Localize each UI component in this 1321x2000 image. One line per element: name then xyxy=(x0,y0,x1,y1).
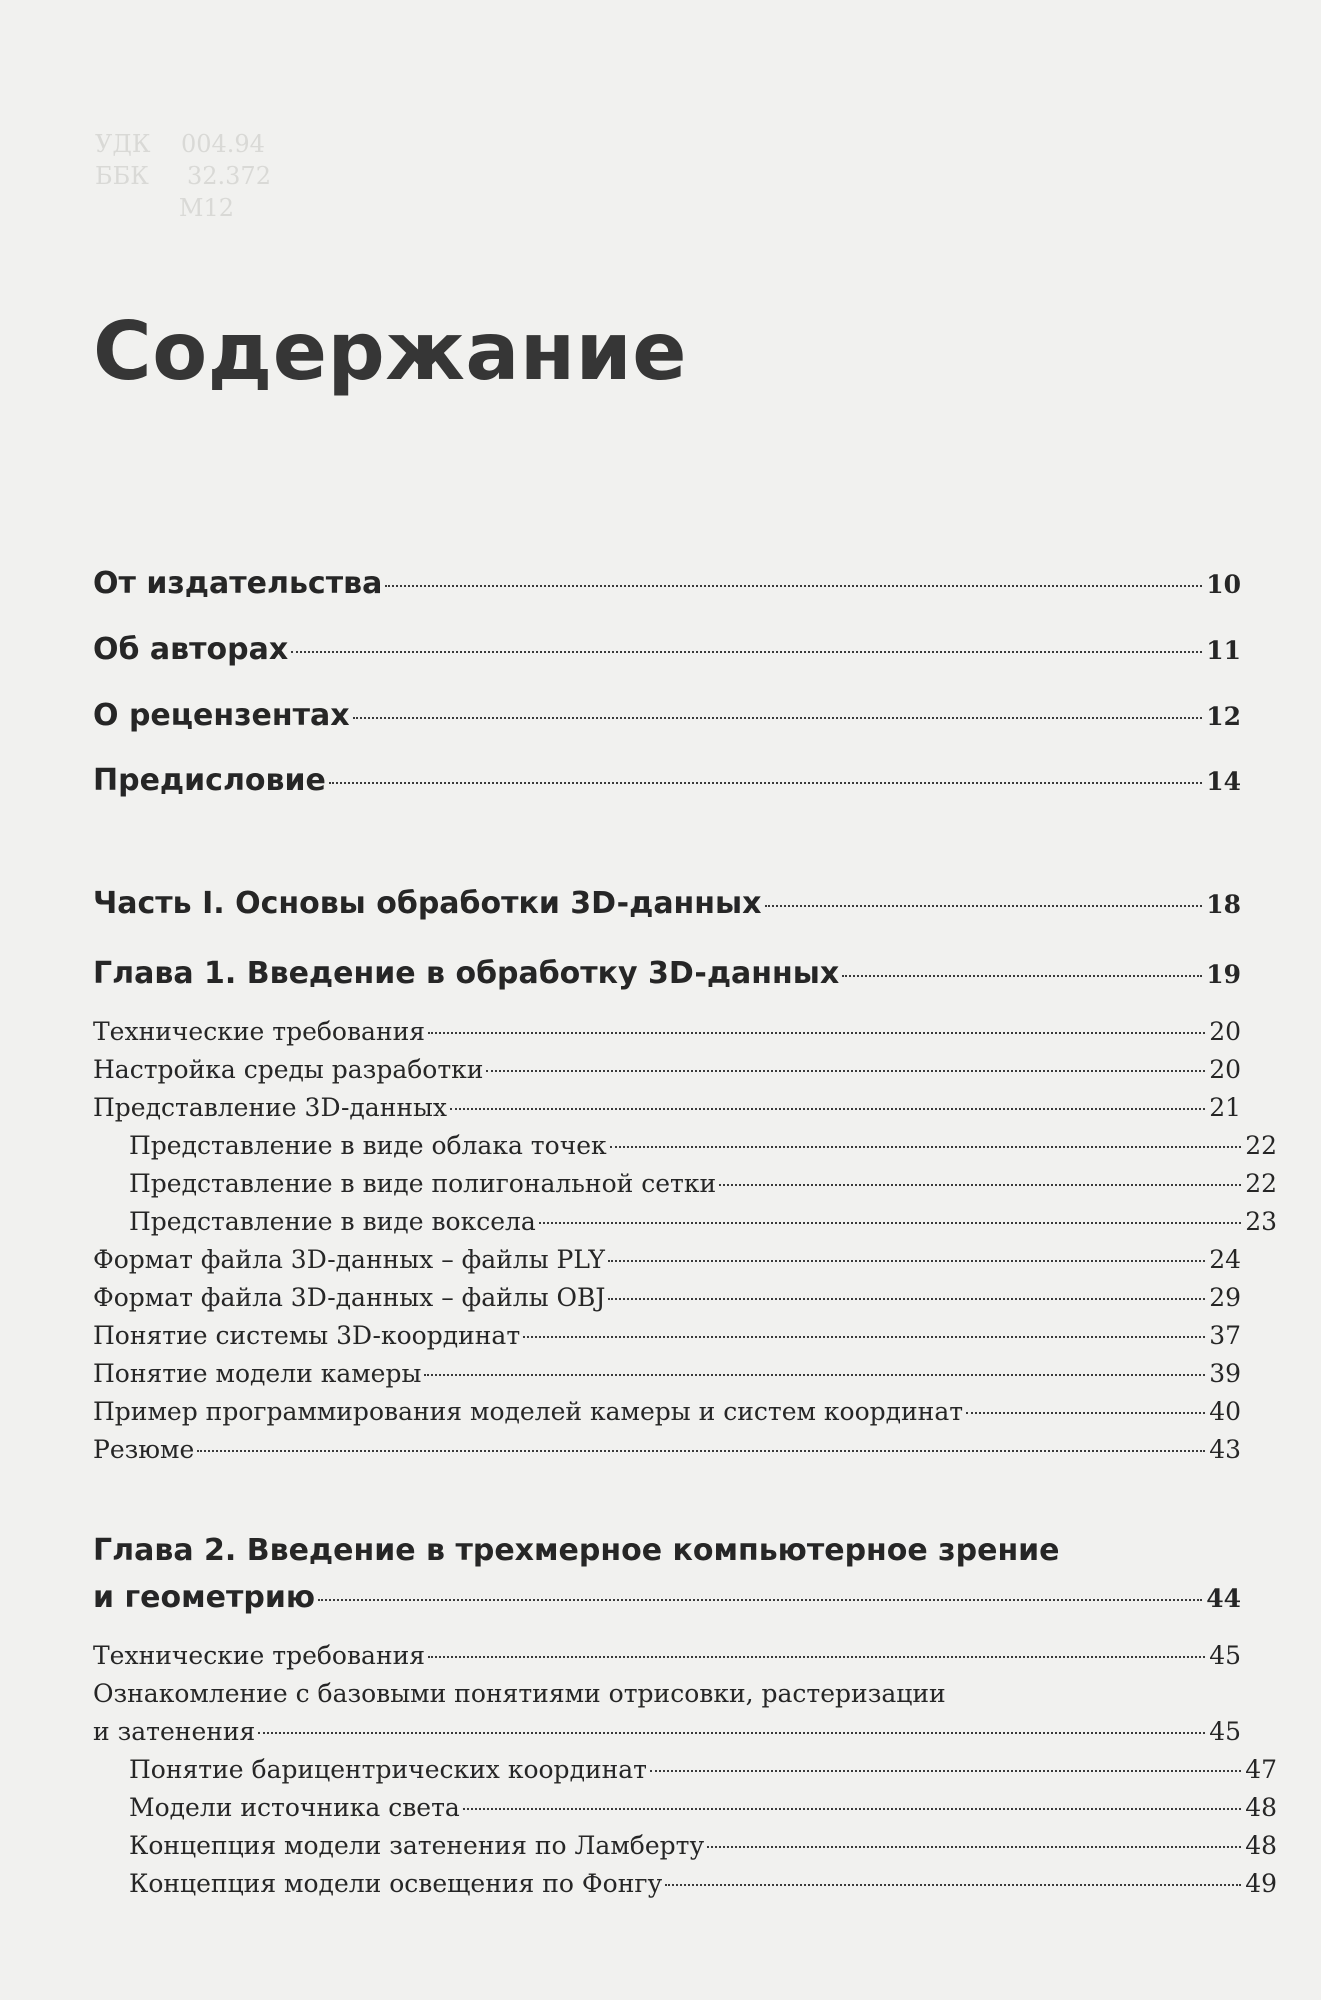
toc-entry-title: Настройка среды разработки xyxy=(93,1055,484,1084)
leader-dots xyxy=(329,782,1202,784)
toc-page-number: 14 xyxy=(1206,767,1241,796)
toc-entry-title: Об авторах xyxy=(93,632,289,667)
leader-dots xyxy=(719,1184,1241,1186)
toc-page-number: 22 xyxy=(1245,1131,1277,1160)
toc-entry-title: Представление в виде воксела xyxy=(129,1207,536,1236)
leader-dots xyxy=(665,1884,1241,1886)
toc-entry-title: Представление в виде полигональной сетки xyxy=(129,1169,717,1198)
toc-entry-ply-files[interactable] xyxy=(93,1245,1241,1274)
toc-entry-programming-example[interactable] xyxy=(93,1397,1241,1426)
leader-dots xyxy=(539,1222,1241,1224)
leader-dots xyxy=(197,1450,1205,1452)
toc-entry-title: Предисловие xyxy=(93,763,326,798)
toc-entry-title: Часть I. Основы обработки 3D-данных xyxy=(93,886,762,921)
leader-dots xyxy=(428,1656,1205,1658)
toc-page-number: 22 xyxy=(1245,1169,1277,1198)
toc-page-number: 48 xyxy=(1245,1793,1277,1822)
leader-dots xyxy=(258,1732,1205,1734)
toc-entry-chapter-2[interactable] xyxy=(93,1580,1241,1615)
toc-entry-tech-requirements-2[interactable] xyxy=(93,1641,1241,1670)
leader-dots xyxy=(450,1108,1205,1110)
toc-entry-authors[interactable] xyxy=(93,632,1241,667)
toc-page-number: 23 xyxy=(1245,1207,1277,1236)
toc-entry-lambert[interactable] xyxy=(93,1831,1277,1860)
toc-page-number: 40 xyxy=(1209,1397,1241,1426)
toc-entry-title: Технические требования xyxy=(93,1641,426,1670)
toc-page-number: 48 xyxy=(1245,1831,1277,1860)
toc-entry-title: Технические требования xyxy=(93,1017,426,1046)
leader-dots xyxy=(765,905,1203,907)
leader-dots xyxy=(463,1808,1241,1810)
toc-entry-obj-files[interactable] xyxy=(93,1283,1241,1312)
toc-entry-title: Понятие модели камеры xyxy=(93,1359,422,1388)
leader-dots xyxy=(842,975,1202,977)
page-title: Содержание xyxy=(93,305,687,398)
toc-entry-voxel[interactable] xyxy=(93,1207,1277,1236)
toc-entry-chapter-2-line1[interactable]: Глава 2. Введение в трехмерное компьютерное зрение xyxy=(93,1533,1060,1568)
toc-entry-title: Представление в виде облака точек xyxy=(129,1131,607,1160)
toc-page-number: 45 xyxy=(1209,1641,1241,1670)
toc-entry-title: Формат файла 3D-данных – файлы OBJ xyxy=(93,1283,606,1312)
toc-page-number: 37 xyxy=(1209,1321,1241,1350)
toc-page-number: 10 xyxy=(1206,570,1241,599)
bleed-through-text: УДК 004.94 ББК 32.372 М12 xyxy=(95,130,271,222)
leader-dots xyxy=(608,1260,1205,1262)
leader-dots xyxy=(707,1846,1241,1848)
toc-entry-title: Понятие системы 3D-координат xyxy=(93,1321,521,1350)
toc-entry-title: Пример программирования моделей камеры и систем координат xyxy=(93,1397,964,1426)
toc-entry-summary-1[interactable] xyxy=(93,1435,1241,1464)
toc-entry-preface[interactable] xyxy=(93,763,1241,798)
toc-entry-title: Понятие барицентрических координат xyxy=(129,1755,648,1784)
toc-entry-title: Концепция модели освещения по Фонгу xyxy=(129,1869,663,1898)
toc-page-number: 21 xyxy=(1209,1093,1241,1122)
toc-page-number: 20 xyxy=(1209,1055,1241,1084)
toc-page-number: 49 xyxy=(1245,1869,1277,1898)
toc-entry-light-source[interactable] xyxy=(93,1793,1277,1822)
leader-dots xyxy=(291,651,1202,653)
toc-entry-part-1[interactable] xyxy=(93,886,1241,921)
toc-entry-rendering-basics-line1[interactable]: Ознакомление с базовыми понятиями отрисовки, растеризации xyxy=(93,1679,946,1708)
leader-dots xyxy=(385,585,1202,587)
leader-dots xyxy=(610,1146,1242,1148)
toc-entry-tech-requirements-1[interactable] xyxy=(93,1017,1241,1046)
toc-entry-title: Формат файла 3D-данных – файлы PLY xyxy=(93,1245,605,1274)
toc-entry-title: Модели источника света xyxy=(129,1793,460,1822)
toc-page-number: 12 xyxy=(1206,702,1241,731)
toc-page-number: 18 xyxy=(1206,890,1241,919)
toc-entry-title: От издательства xyxy=(93,566,383,601)
toc-page-number: 24 xyxy=(1209,1245,1241,1274)
toc-entry-3d-data-representation[interactable] xyxy=(93,1093,1241,1122)
toc-entry-reviewers[interactable] xyxy=(93,698,1241,733)
toc-entry-barycentric[interactable] xyxy=(93,1755,1277,1784)
toc-page-number: 20 xyxy=(1209,1017,1241,1046)
leader-dots xyxy=(486,1070,1205,1072)
toc-entry-title: Глава 1. Введение в обработку 3D-данных xyxy=(93,956,840,991)
toc-page-number: 44 xyxy=(1206,1584,1241,1613)
leader-dots xyxy=(608,1298,1205,1300)
toc-page-number: 19 xyxy=(1206,960,1241,989)
toc-page-number: 43 xyxy=(1209,1435,1241,1464)
toc-entry-title: и затенения xyxy=(93,1717,256,1746)
toc-entry-3d-coordinates[interactable] xyxy=(93,1321,1241,1350)
toc-entry-publisher[interactable] xyxy=(93,566,1241,601)
toc-entry-dev-env-setup[interactable] xyxy=(93,1055,1241,1084)
toc-page-number: 47 xyxy=(1245,1755,1277,1784)
table-of-contents xyxy=(93,0,1277,2000)
leader-dots xyxy=(318,1599,1202,1601)
toc-entry-polygon-mesh[interactable] xyxy=(93,1169,1277,1198)
toc-entry-point-cloud[interactable] xyxy=(93,1131,1277,1160)
toc-page-number: 39 xyxy=(1209,1359,1241,1388)
toc-entry-phong[interactable] xyxy=(93,1869,1277,1898)
toc-entry-camera-model[interactable] xyxy=(93,1359,1241,1388)
leader-dots xyxy=(650,1770,1241,1772)
toc-entry-rendering-basics[interactable] xyxy=(93,1717,1241,1746)
leader-dots xyxy=(428,1032,1205,1034)
toc-page-number: 11 xyxy=(1206,636,1241,665)
leader-dots xyxy=(966,1412,1205,1414)
toc-entry-chapter-1[interactable] xyxy=(93,956,1241,991)
leader-dots xyxy=(424,1374,1205,1376)
toc-page-number: 45 xyxy=(1209,1717,1241,1746)
toc-entry-title: Резюме xyxy=(93,1435,195,1464)
toc-page-number: 29 xyxy=(1209,1283,1241,1312)
toc-entry-title: и геометрию xyxy=(93,1580,316,1615)
leader-dots xyxy=(523,1336,1205,1338)
toc-entry-title: Концепция модели затенения по Ламберту xyxy=(129,1831,705,1860)
toc-entry-title: О рецензентах xyxy=(93,698,350,733)
toc-entry-title: Представление 3D-данных xyxy=(93,1093,448,1122)
leader-dots xyxy=(353,717,1203,719)
